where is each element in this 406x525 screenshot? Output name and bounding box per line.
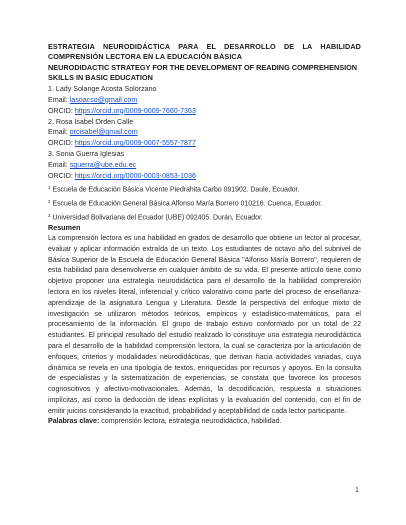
keywords-text: comprensión lectora, estrategia neurodidáctica, habilidad. — [99, 418, 282, 426]
author-email-row — [48, 95, 361, 106]
affiliation — [48, 196, 361, 210]
affiliation-text: Escuela de Educación General Básica Alfonso María Borrero 010216. Cuenca, Ecuador. — [52, 200, 323, 208]
author-email-link[interactable]: lasoacso@gmail.com — [69, 95, 138, 104]
affiliation-text: Escuela de Educación Básica Vicente Piedrahita Carbo 091902. Daule, Ecuador. — [52, 186, 300, 194]
keywords — [48, 417, 361, 428]
author-name: 3. Sonia Guerra Iglesias — [48, 150, 125, 159]
page-number: 1 — [355, 487, 359, 494]
author-orcid-link[interactable]: https://orcid.org/0009-0009-7660-7363 — [74, 106, 196, 115]
author-email-link[interactable]: orcisabel@gmail.com — [69, 128, 138, 137]
author-email-row — [48, 160, 361, 171]
author-orcid-row — [48, 171, 361, 182]
orcid-label: ORCID: — [48, 106, 73, 115]
title-english: NEURODIDACTIC STRATEGY FOR THE DEVELOPMENT OF READING COMPREHENSION SKILLS IN BASIC EDUCATION — [48, 62, 358, 83]
author-orcid-row — [48, 106, 361, 117]
affiliation-number: 3 — [48, 212, 51, 218]
affiliation-number: 2 — [48, 198, 51, 204]
abstract-body: La comprensión lectora es una habilidad en grados de desarrollo que obtiene un lector al procesar, evaluar y aplicar información extraída de un texto. Los estudiantes de octavo año del subnivel de Básica Superior de la Escuela de Educación General Básica "Alfonso María Borrero", requieren de esta habilidad para desenvolverse en cualquier ámbito de su vida. El presente artículo tiene como objetivo proponer una estrategia neurodidáctica para el desarrollo de la habilidad comprensión lectora en los niveles literal, inferencial y crítico valorativo como parte del proceso de enseñanza-aprendizaje de la asignatura Lengua y Literatura. Desde la perspectiva del enfoque mixto de investigación se utilizaron métodos teóricos, empíricos y estadístico-matemáticos, para el procesamiento de la información. El grupo de trabajo estuvo conformado por un total de 22 estudiantes. El principal resultado del estudio realizado lo constituye una estrategia neurodidáctica para el desarrollo de la habilidad comprensión lectora, la cual se caracteriza por la articulación de enfoques, criterios y modalidades neurodidácticas, que derivan hacia actividades variadas, cuya dinámica se revela en una tipología de textos, enriquecidas por recursos y apoyos. En la consulta de especialistas y la sistematización de experiencias, se constata que favorece los procesos cognoscitivos y afectivo-motivacionales. Además, la decodificación, respuesta a situaciones implícitas, así como la deducción de ideas explícitas y la evaluación del contenido, con el fin de emitir juicios considerando la exactitud, probabilidad y aceptabilidad de cada lector participante. — [48, 235, 361, 415]
author-email-row — [48, 127, 361, 138]
affiliation-text: Universidad Bolivariana del Ecuador (UBE) 092405. Durán, Ecuador. — [52, 214, 263, 222]
author-orcid-link[interactable]: https://orcid.org/0000-0003-0853-1036 — [74, 172, 196, 181]
abstract-heading: Resumen — [48, 223, 81, 233]
email-label: Email: — [48, 95, 68, 104]
author-name: 1. Lady Solange Acosta Solorzano — [48, 84, 157, 93]
author-name: 2. Rosa Isabel Orden Calle — [48, 117, 134, 126]
affiliation — [48, 210, 361, 224]
orcid-label: ORCID: — [48, 139, 73, 148]
author-orcid-row — [48, 138, 361, 149]
keywords-label: Palabras clave: — [48, 418, 100, 426]
author-orcid-link[interactable]: https://orcid.org/0009-0007-5557-7877 — [74, 139, 196, 148]
email-label: Email: — [48, 128, 68, 137]
author-email-link[interactable]: sguerra@ube.edu.ec — [69, 161, 137, 170]
email-label: Email: — [48, 161, 68, 170]
title-spanish: ESTRATEGIA NEURODIDÁCTICA PARA EL DESARROLLO DE LA HABILIDAD COMPRENSIÓN LECTORA EN LA EDUCACIÓN BÁSICA — [48, 42, 361, 62]
orcid-label: ORCID: — [48, 172, 73, 181]
affiliation-number: 1 — [48, 184, 51, 190]
affiliation — [48, 182, 361, 196]
paper-first-page — [48, 42, 361, 428]
